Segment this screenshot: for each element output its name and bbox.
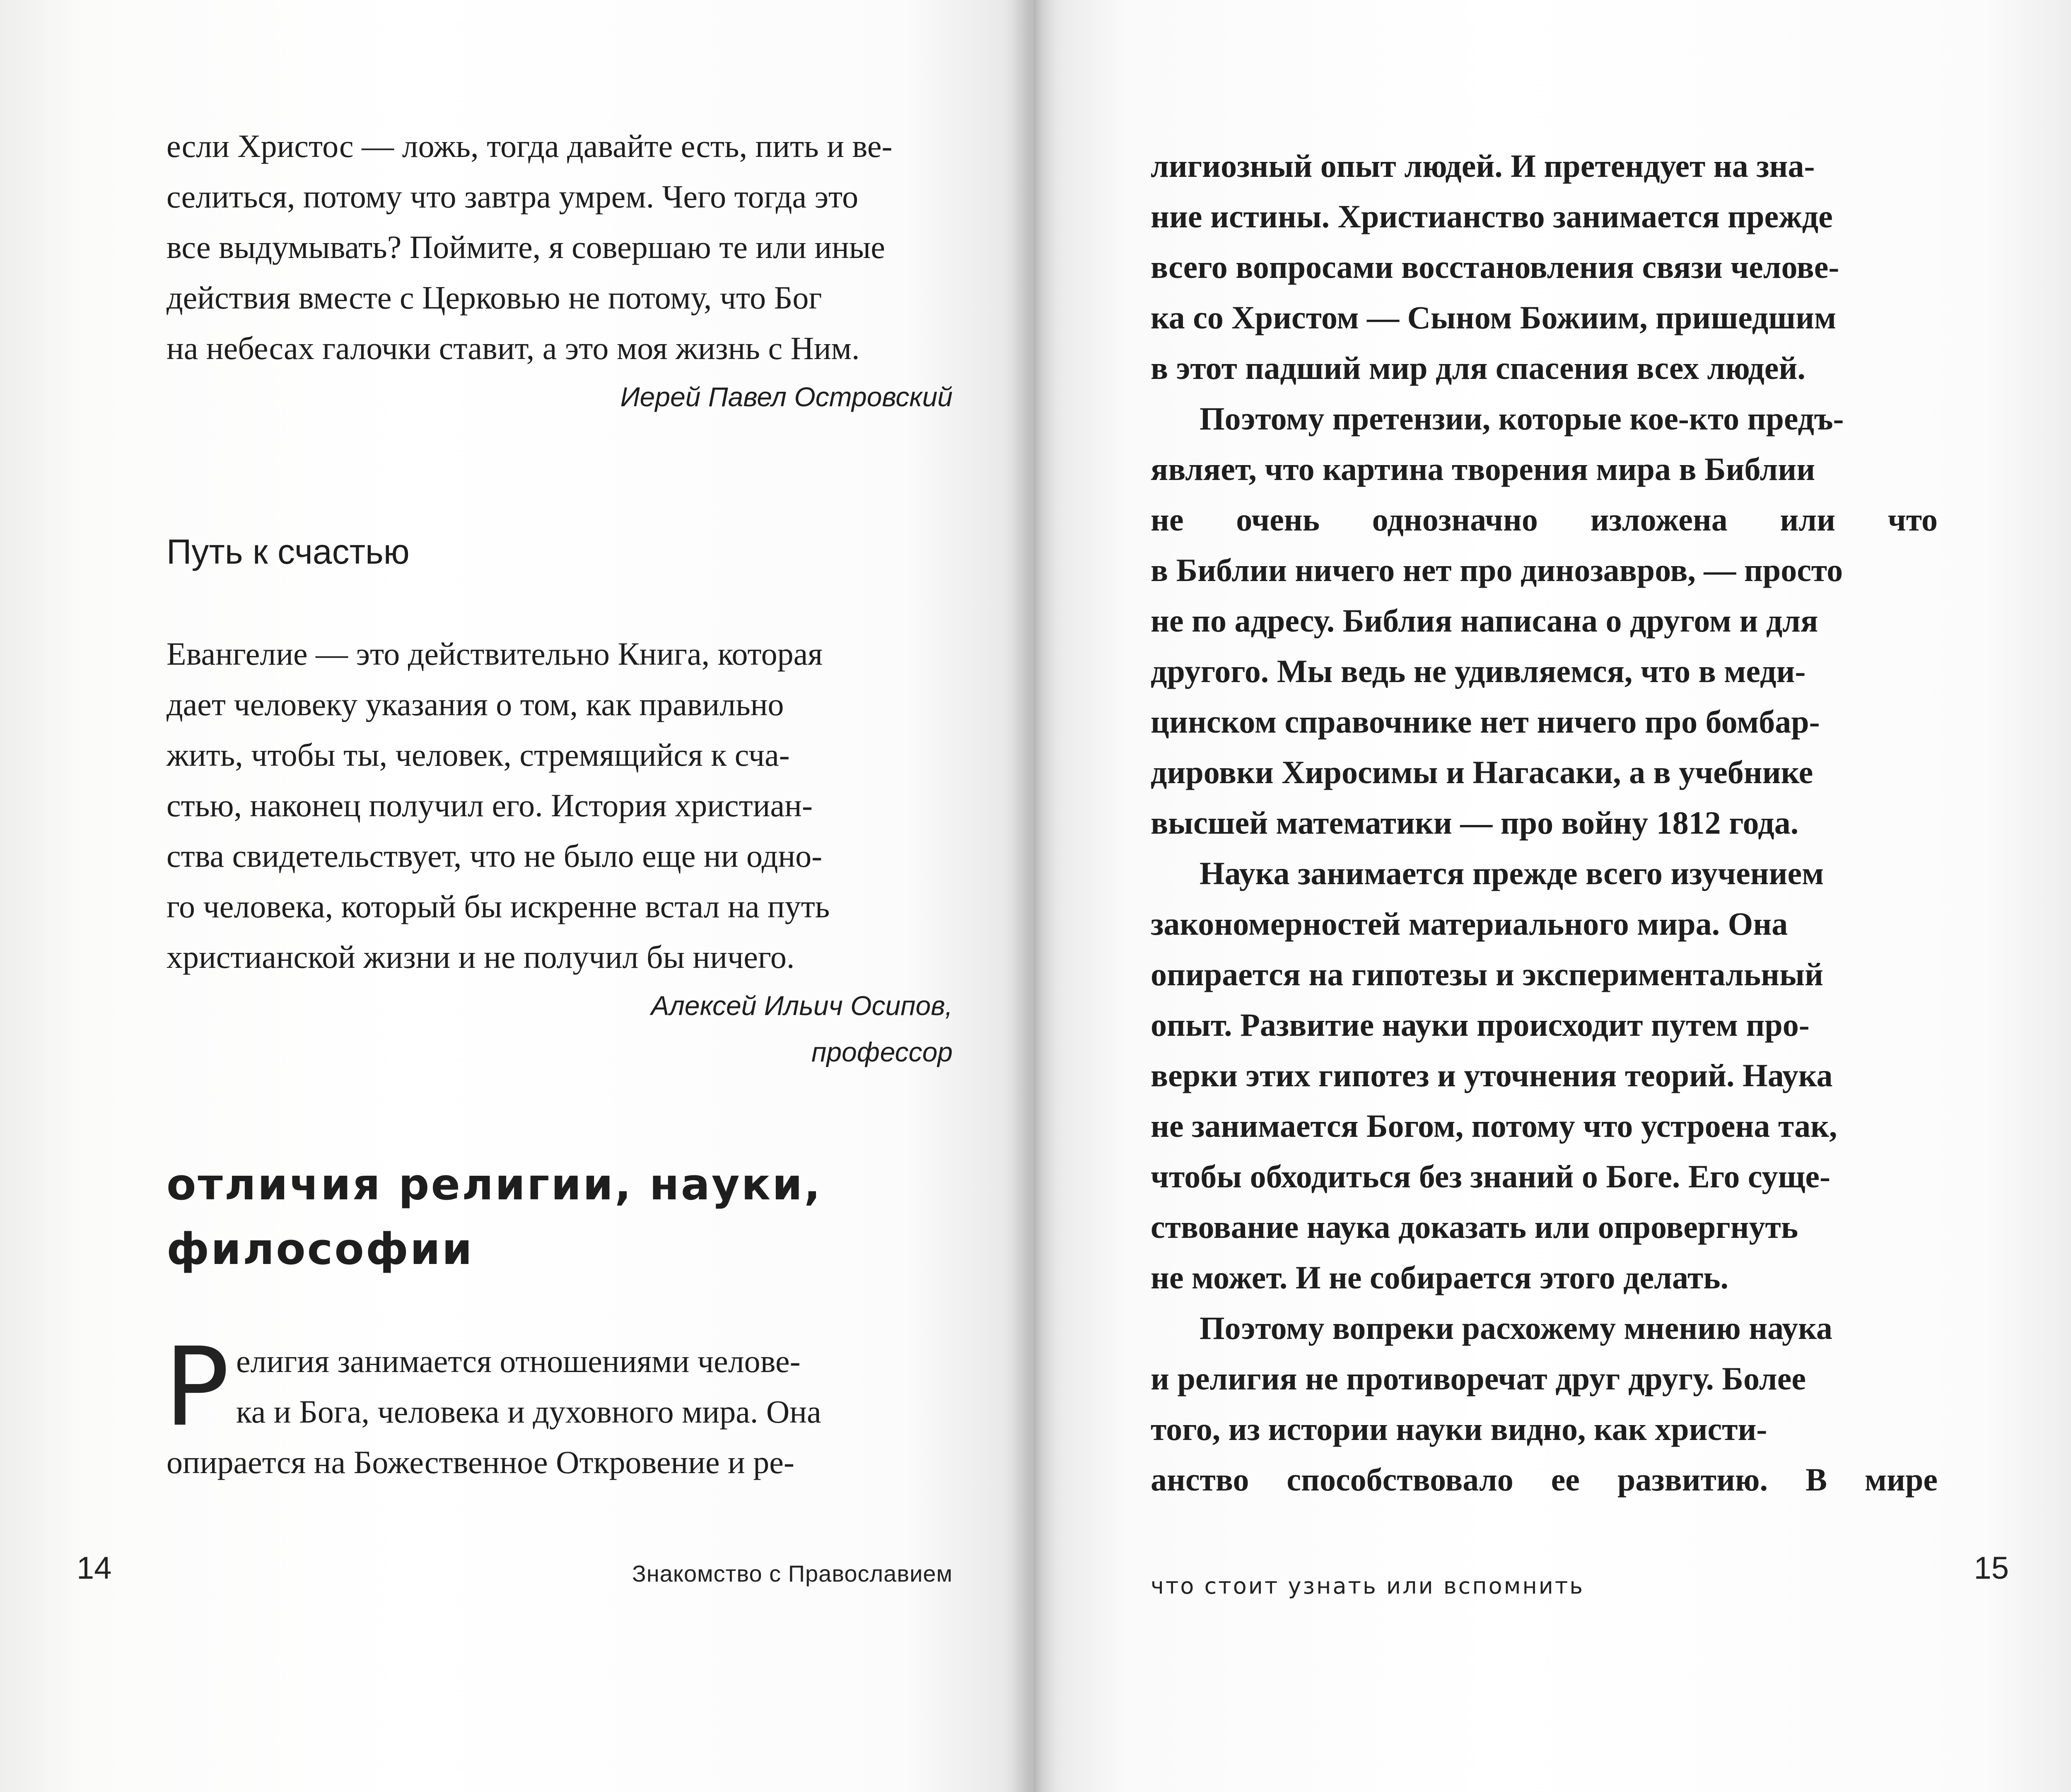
body-text	[1151, 141, 1938, 1505]
text-line: действия вместе с Церковью не потому, что Бог	[167, 280, 822, 316]
left-page	[0, 0, 1031, 1792]
text-line: чтобы обходиться без знаний о Боге. Его суще-	[1151, 1158, 1830, 1194]
text-line: ние истины. Христианство занимается прежде	[1151, 198, 1833, 234]
text-line: не очень однозначно изложена или что	[1151, 502, 1938, 538]
quote-author: Алексей Ильич Осипов,	[651, 990, 953, 1021]
text-line: не занимается Богом, потому что устроена так,	[1151, 1108, 1837, 1144]
text-line: христианской жизни и не получил бы ничего.	[167, 939, 795, 975]
subheading: Путь к счастью	[167, 532, 410, 571]
running-title: что стоит узнать или вспомнить	[1151, 1573, 1585, 1599]
text-line: жить, чтобы ты, человек, стремящийся к сча-	[167, 737, 790, 773]
quote-ostrovsky	[167, 121, 953, 420]
text-line: другого. Мы ведь не удивляемся, что в меди-	[1151, 653, 1806, 689]
text-line: анство способствовало ее развитию. В мире	[1151, 1462, 1938, 1498]
text-line: елигия занимается отношениями челове-	[236, 1343, 801, 1379]
text-line: Поэтому вопреки расхожему мнению наука	[1200, 1310, 1832, 1346]
section-title-line: философии	[167, 1224, 474, 1274]
text-line: дает человеку указания о том, как правильно	[167, 686, 784, 722]
page-number: 15	[1974, 1551, 2009, 1586]
drop-cap: Р	[164, 1324, 229, 1450]
text-line: ства свидетельствует, что не было еще ни одно-	[167, 838, 823, 874]
text-line: опирается на гипотезы и экспериментальный	[1151, 956, 1823, 992]
text-line: не по адресу. Библия написана о другом и для	[1151, 603, 1818, 639]
right-page	[1031, 0, 2071, 1792]
text-line: закономерностей материального мира. Она	[1151, 906, 1788, 942]
text-line: и религия не противоречат друг другу. Более	[1151, 1360, 1806, 1396]
text-line: являет, что картина творения мира в Библии	[1151, 451, 1815, 487]
text-line: селиться, потому что завтра умрем. Чего тогда это	[167, 178, 859, 215]
text-line: всего вопросами восстановления связи челове-	[1151, 249, 1839, 285]
text-line: того, из истории науки видно, как христи-	[1151, 1411, 1767, 1447]
text-line: все выдумывать? Поймите, я совершаю те или иные	[167, 229, 885, 265]
body-paragraph	[164, 1324, 953, 1488]
text-line: Евангелие — это действительно Книга, которая	[167, 636, 823, 672]
section-title-line: отличия религии, науки,	[167, 1159, 822, 1210]
text-line: опыт. Развитие науки происходит путем про-	[1151, 1007, 1810, 1043]
page-number: 14	[77, 1551, 112, 1586]
text-line: го человека, который бы искренне встал на путь	[167, 888, 830, 924]
text-line: Наука занимается прежде всего изучением	[1200, 855, 1824, 891]
text-line: ствование наука доказать или опровергнуть	[1151, 1209, 1798, 1245]
quote-author-title: професcор	[811, 1037, 953, 1067]
text-line: ка со Христом — Сыном Божиим, пришедшим	[1151, 299, 1837, 335]
quote-author: Иерей Павел Островский	[620, 381, 953, 412]
text-line: в Библии ничего нет про динозавров, — просто	[1151, 552, 1843, 588]
text-line: стью, наконец получил его. История христиан-	[167, 787, 813, 823]
running-title: Знакомство с Православием	[632, 1560, 953, 1587]
section-title	[167, 1152, 953, 1281]
quote-osipov	[167, 629, 953, 1075]
text-line: в этот падший мир для спасения всех людей.	[1151, 350, 1805, 386]
text-line: лигиозный опыт людей. И претендует на зна-	[1151, 148, 1815, 184]
text-line: на небесах галочки ставит, а это моя жизнь с Ним.	[167, 330, 860, 366]
text-line: опирается на Божественное Откровение и ре-	[167, 1444, 794, 1480]
text-line: не может. И не собирается этого делать.	[1151, 1259, 1729, 1295]
text-line: цинском справочнике нет ничего про бомбар-	[1151, 704, 1820, 740]
text-line: ка и Бога, человека и духовного мира. Она	[236, 1394, 821, 1430]
text-line: Поэтому претензии, которые кое-кто предъ-	[1200, 400, 1844, 437]
text-line: верки этих гипотез и уточнения теорий. Наука	[1151, 1057, 1833, 1093]
text-line: дировки Хиросимы и Нагасаки, а в учебнике	[1151, 754, 1813, 790]
text-line: если Христос — ложь, тогда давайте есть, пить и ве-	[167, 128, 893, 164]
text-line: высшей математики — про войну 1812 года.	[1151, 805, 1799, 841]
